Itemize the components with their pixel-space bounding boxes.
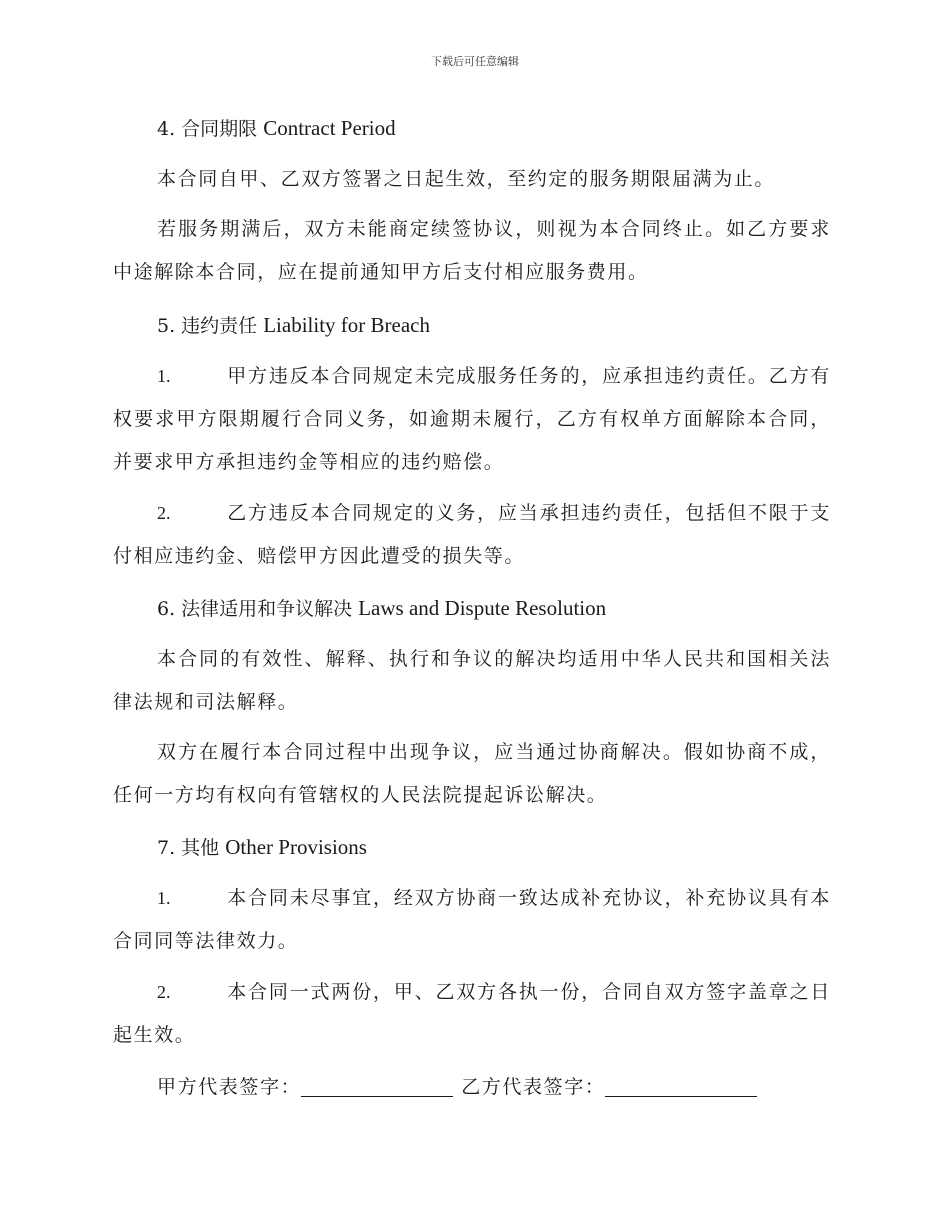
item-text: 本合同一式两份，甲、乙双方各执一份，合同自双方签字盖章之日起生效。 — [113, 981, 831, 1046]
item-number: 1. — [157, 366, 171, 386]
numbered-item — [113, 971, 831, 1057]
numbered-item — [113, 355, 831, 484]
paragraph: 双方在履行本合同过程中出现争议，应当通过协商解决。假如协商不成，任何一方均有权向有管辖权的人民法院提起诉讼解决。 — [113, 741, 831, 806]
paragraph: 本合同自甲、乙双方签署之日起生效，至约定的服务期限届满为止。 — [157, 168, 776, 190]
heading-en: Other Provisions — [225, 835, 367, 859]
page-header-note: 下载后可任意编辑 — [431, 55, 519, 68]
numbered-item — [113, 492, 831, 578]
party-b-signature-line[interactable] — [605, 1076, 757, 1097]
heading-en: Contract Period — [263, 116, 396, 140]
party-a-signature-line[interactable] — [301, 1076, 453, 1097]
section-heading-laws — [157, 594, 606, 621]
numbered-item — [113, 877, 831, 963]
paragraph: 本合同的有效性、解释、执行和争议的解决均适用中华人民共和国相关法律法规和司法解释。 — [113, 648, 831, 713]
heading-en: Liability for Breach — [263, 313, 430, 337]
heading-cn: 6. 法律适用和争议解决 — [157, 598, 359, 620]
item-text: 本合同未尽事宜，经双方协商一致达成补充协议，补充协议具有本合同同等法律效力。 — [113, 887, 831, 952]
party-b-signature-label: 乙方代表签字： — [461, 1076, 606, 1098]
section-heading-contract-period — [157, 114, 396, 141]
item-number: 1. — [157, 888, 171, 908]
section-heading-other — [157, 833, 367, 860]
heading-cn: 7. 其他 — [157, 837, 226, 859]
party-a-signature-label: 甲方代表签字： — [157, 1076, 302, 1098]
signature-row — [157, 1072, 765, 1099]
section-heading-liability — [157, 311, 430, 338]
item-text: 甲方违反本合同规定未完成服务任务的，应承担违约责任。乙方有权要求甲方限期履行合同义务，如逾期未履行，乙方有权单方面解除本合同，并要求甲方承担违约金等相应的违约赔偿。 — [113, 365, 831, 473]
paragraph: 若服务期满后，双方未能商定续签协议，则视为本合同终止。如乙方要求中途解除本合同，应在提前通知甲方后支付相应服务费用。 — [113, 218, 831, 283]
item-text: 乙方违反本合同规定的义务，应当承担违约责任，包括但不限于支付相应违约金、赔偿甲方因此遭受的损失等。 — [113, 502, 831, 567]
item-number: 2. — [157, 982, 171, 1002]
heading-en: Laws and Dispute Resolution — [358, 596, 607, 620]
heading-cn: 5. 违约责任 — [157, 315, 264, 337]
item-number: 2. — [157, 503, 171, 523]
heading-cn: 4. 合同期限 — [157, 118, 264, 140]
